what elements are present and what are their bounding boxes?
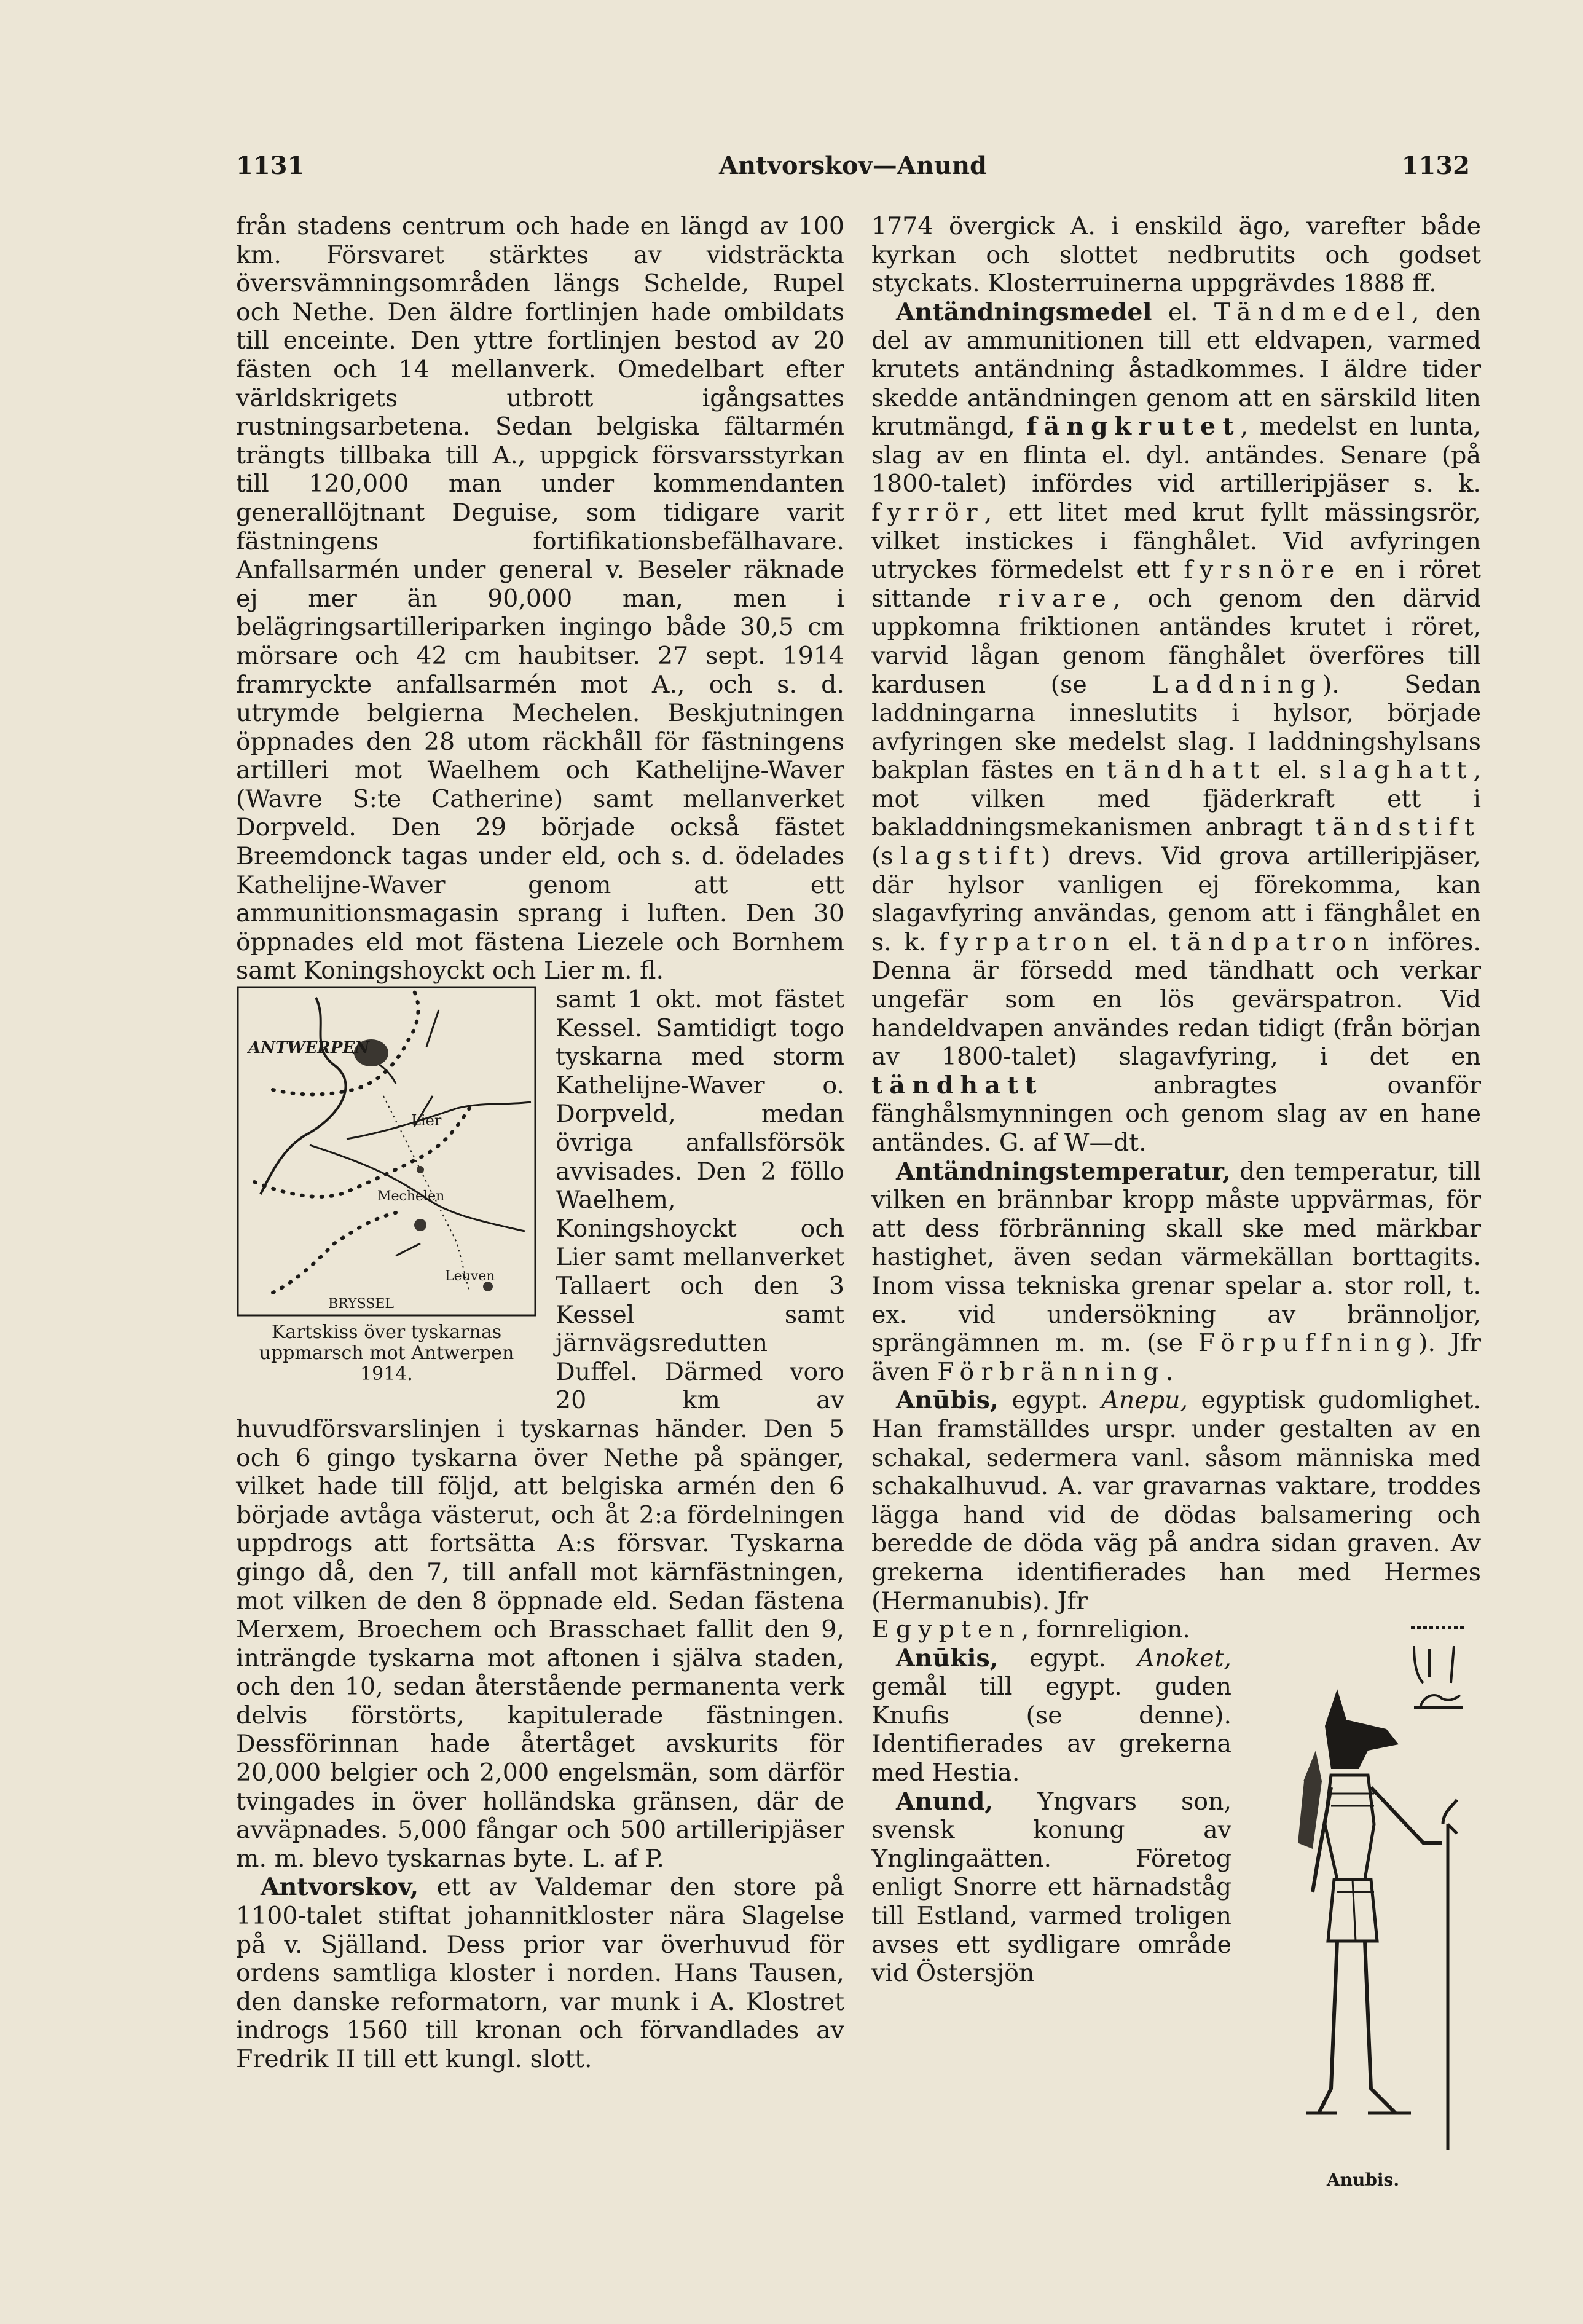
text: ). Jfr även (871, 1329, 1482, 1386)
map-label-lier: Lier (411, 1112, 442, 1130)
page-number-right: 1132 (1401, 151, 1470, 180)
siege-text: samt 1 okt. mot fästet Kessel. Samtidigt togo tyskarna med storm Kathelijne-Waver o. Dorpveld, medan övriga anfallsförsök avvisades. Den 2 föllo Waelhem, Koningshoyckt och Lier samt mellanverket Tallaert och den 3 Kessel samt järnvägsredutten Duffel. Därmed voro 20 km av huvudförsvarslinjen i tyskarnas händer. Den 5 och 6 gingo tyskarna över Nethe på spänger, vilket hade till följd, att belgiska armén den 6 började avtåga västerut, och åt 2:a fördelningen uppdrogs att fortsätta A:s försvar. Tyskarna gingo då, den 7, till anfall mot kärnfästningen, mot vilken de den 8 öppnade eld. Sedan fästena Merxem, Broechem och Brasschaet fallit den 9, inträngde tyskarna mot aftonen i själva staden, och den 10, sedan återstående permanenta verk delvis förstörts, kapitulerade fästningen. Dessförinnan hade återtåget avskurits för 20,000 belgier och 2,000 engelsmän, som därför tvingades in över holländska gränsen, där de avväpnades. 5,000 fångar och 500 artilleripjäser m. m. blevo tyskarnas byte. (236, 985, 844, 1873)
anubis-caption: Anubis. (1326, 2170, 1400, 2191)
italic-term: Anepu, (1101, 1386, 1188, 1415)
text: gemål till egypt. guden Knufis (se denne). Identifierades av grekerna med Hestia. (871, 1672, 1231, 1787)
italic-term: Anoket, (1137, 1644, 1231, 1672)
map-label-bryssel: BRYSSEL (328, 1296, 395, 1312)
spaced-term: tändhatt (871, 1071, 1043, 1100)
spaced-term: tändhatt (1106, 756, 1267, 785)
anubis-illustration (1245, 1621, 1481, 2162)
left-column (236, 212, 844, 2087)
text: el. (1115, 928, 1171, 956)
text: införes. Denna är försedd med tändhatt och verkar ungefär som en lös gevärspatron. Vid handeldvapen användes redan tidigt (från början av 1800-talet) slagavfyring, i det en (871, 928, 1481, 1071)
spaced-term: Tändmedel (1214, 297, 1412, 326)
headword-antandningsmedel: Antändningsmedel (896, 297, 1152, 326)
text: den temperatur, till vilken en brännbar kropp måste uppvärmas, för att dess förbränning skall ske med märkbar hastighet, även sedan värmekällan borttagits. Inom vissa tekniska grenar spelar a. stor roll, t. ex. vid undersökning av brännoljor, sprängämnen m. m. (se (871, 1157, 1481, 1358)
antwerpen-signature: L. af P. (582, 1844, 664, 1873)
spaced-term: rivare (998, 584, 1113, 613)
text: anbragtes ovanför fänghålsmynningen och genom slag av en hane antändes. (871, 1071, 1481, 1157)
spaced-term: tändpatron (1170, 928, 1376, 956)
entry-antandningstemperatur (871, 1157, 1481, 1387)
right-column (871, 212, 1482, 2191)
headword-anubis: Anūbis, (896, 1386, 999, 1415)
spaced-term: fyrrör (871, 498, 984, 527)
entry-antvorskov (236, 1873, 844, 2073)
antwerpen-siege-map (236, 985, 537, 1317)
map-label-mechelen: Mechelen (377, 1189, 445, 1205)
cross-reference: Förpuffning (1198, 1329, 1419, 1358)
entry-anubis (871, 1386, 1481, 1615)
spaced-term: slagstift (881, 842, 1041, 871)
antvorskov-text: ett av Valdemar den store på 1100-talet stiftat johannitkloster nära Slagelse på v. Själland. Dess prior var överhuvud för ordens samtliga kloster i norden. Hans Tausen, den danske reformatorn, var munk i A. Klostret indrogs 1560 till kronan och förvandlades av Fredrik II till ett kungl. slott. (236, 1873, 844, 2073)
spaced-term: tändstift (1316, 813, 1481, 842)
text: , den del av ammunitionen till ett eldvapen, varmed krutets antändning åstadkommes. I äldre tider skedde antändningen genom att en särskild liten krutmängd, (871, 297, 1481, 441)
text: ) drevs. Vid grova artilleripjäser, där hylsor vanligen ej förekomma, kan slagavfyring användas, genom att i fänghålet en s. k. (871, 842, 1481, 956)
text: en i röret sittande (871, 556, 1481, 613)
headword-anund: Anund, (896, 1787, 994, 1816)
page-header (236, 151, 1470, 188)
map-label-antwerpen: ANTWERPEN (248, 1039, 370, 1058)
spaced-term: fyrpatron (938, 928, 1116, 956)
text: ). Sedan laddningarna inneslutits i hylsor, började avfyringen ske medelst slag. I laddningshylsans bakplan fästes en (871, 670, 1481, 785)
spaced-term: fyrsnöre (1184, 556, 1341, 585)
text: . (1165, 1357, 1174, 1386)
text: , mot vilken med fjäderkraft ett i bakladdningsmekanismen anbragt (871, 756, 1481, 842)
text: ( (871, 842, 881, 871)
entry-antandningsmedel (871, 298, 1481, 1157)
text: el. (1152, 297, 1214, 326)
page-number-left: 1131 (236, 151, 305, 180)
anubis-figure (1245, 1621, 1481, 2195)
signature: G. af W—dt. (999, 1129, 1147, 1157)
text: , och genom den därvid uppkomna friktionen antändes krutet i röret, varvid lågan genom fänghålet överföres till kardusen (se (871, 584, 1482, 699)
cross-reference: Laddning (1152, 670, 1322, 699)
text: Yngvars son, svensk konung av Ynglingaätten. Företog enligt Snorre ett härnadståg till Estland, varmed troligen avses ett sydligare område vid Östersjön (871, 1787, 1231, 1988)
map-caption: Kartskiss över tyskarnas uppmarsch mot Antwerpen 1914. (259, 1322, 514, 1385)
headword-antandningstemperatur: Antändningstemperatur, (896, 1157, 1231, 1186)
text: egypt. (998, 1386, 1102, 1415)
text: el. (1266, 756, 1319, 785)
running-title: Antvorskov—Anund (719, 151, 987, 180)
text: egyptisk gudomlighet. Han framställdes urspr. under gestalten av en schakal, sedermera vanl. såsom människa med schakalhuvud. A. var gravarnas vaktare, troddes lägga hand vid de dödas balsamering och beredde de döda väg på andra sidan graven. Av grekerna identifierades han med Hermes (Hermanubis). Jfr (871, 1386, 1481, 1615)
cross-reference: Egypten (871, 1615, 1021, 1644)
text: , fornreligion. (1021, 1615, 1190, 1644)
text: , ett litet med krut fyllt mässingsrör, vilket instickes i fänghålet. Vid avfyringen utryckes förmedelst ett (871, 498, 1481, 585)
spaced-term: slaghatt (1319, 756, 1474, 785)
headword-antvorskov: Antvorskov, (261, 1873, 419, 1902)
text: , medelst en lunta, slag av en flinta el. dyl. antändes. Senare (på 1800-talet) infördes vid artilleripjäser s. k. (871, 412, 1481, 498)
spaced-term: fängkrutet (1026, 412, 1241, 441)
text: egypt. (998, 1644, 1137, 1672)
cross-reference: Förbränning (937, 1357, 1166, 1386)
headword-anukis: Anūkis, (896, 1644, 999, 1672)
antwerpen-map-figure (236, 985, 537, 1385)
antvorskov-continuation: 1774 övergick A. i enskild ägo, varefter både kyrkan och slottet nedbrutits och godset styckats. Klosterruinerna uppgrävdes 1888 ff. (871, 212, 1481, 298)
map-label-leuven: Leuven (445, 1269, 495, 1285)
antwerpen-article-continuation: från stadens centrum och hade en längd av 100 km. Försvaret stärktes av vidsträckta översvämningsområden längs Schelde, Rupel och Nethe. Den äldre fortlinjen hade ombildats till enceinte. Den yttre fortlinjen bestod av 20 fästen och 14 mellanverk. Omedelbart efter världskrigets utbrott igångsattes rustningsarbetena. Sedan belgiska fältarmén trängts tillbaka till A., uppgick försvarsstyrkan till 120,000 man under kommendanten generallöjtnant Deguise, som tidigare varit fästningens fortifikationsbefälhavare. Anfallsarmén under general v. Beseler räknade ej mer än 90,000 man, men i belägringsartilleriparken ingingo både 30,5 cm mörsare och 42 cm haubitser. 27 sept. 1914 framryckte anfallsarmén mot A., och s. d. utrymde belgierna Mechelen. Beskjutningen öppnades den 28 utom räckhåll för fästningens artilleri mot Waelhem och Kathelijne-Waver (Wavre S:te Catherine) samt mellanverket Dorpveld. Den 29 började också fästet Breemdonck tagas under eld, och s. d. ödelades Kathelijne-Waver genom att ett ammunitionsmagasin sprang i luften. Den 30 öppnades eld mot fästena Liezele och Bornhem samt Koningshoyckt och Lier m. fl. (236, 212, 844, 985)
